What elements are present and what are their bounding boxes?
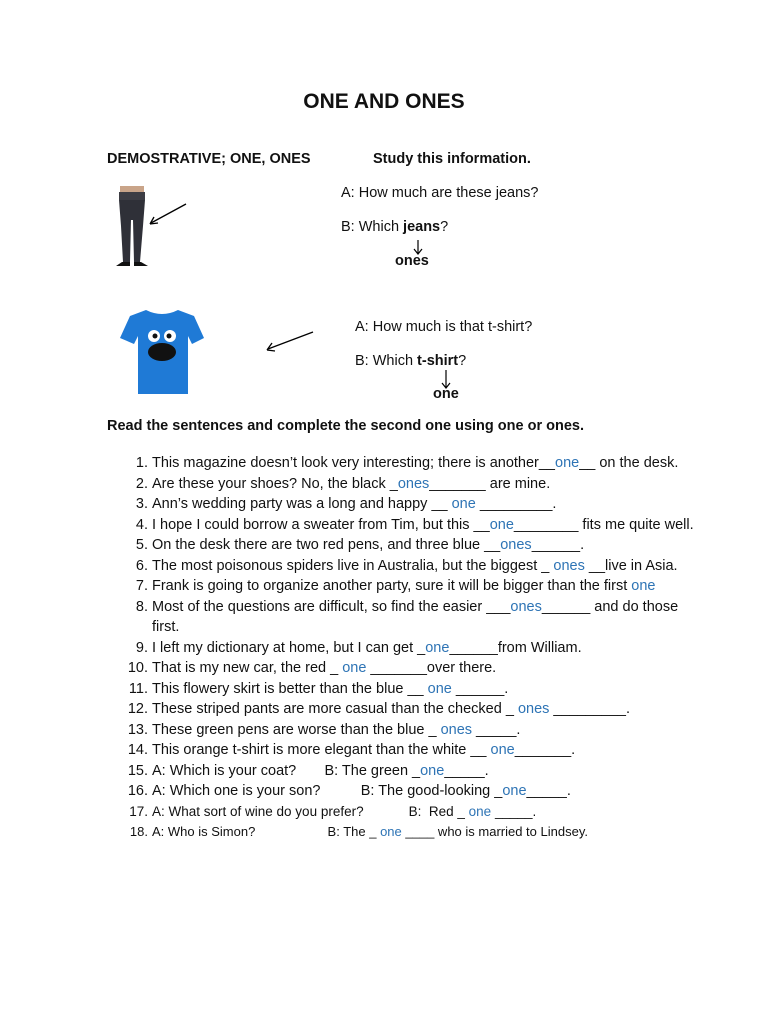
answer-text: one bbox=[468, 803, 492, 819]
answer-text: ones bbox=[517, 701, 550, 717]
item-text-end: ______. bbox=[451, 680, 509, 697]
item-text-end: __live in Asia. bbox=[584, 557, 678, 574]
item-text-end: _______ are mine. bbox=[429, 475, 551, 492]
example2-answer-suffix: ? bbox=[458, 353, 467, 369]
exercise-item bbox=[107, 761, 707, 782]
item-text-end: ______. bbox=[531, 537, 585, 553]
jeans-image bbox=[108, 186, 158, 268]
answer-text: ones bbox=[500, 537, 532, 553]
item-text-end: _____. bbox=[491, 803, 537, 819]
item-text: I hope I could borrow a sweater from Tim, but this __ bbox=[152, 516, 490, 533]
item-text-end: _________. bbox=[549, 701, 631, 717]
exercise-item bbox=[107, 781, 707, 802]
jeans-arrow-icon bbox=[148, 202, 188, 226]
item-text: A: Which is your coat? B: The green _ bbox=[152, 762, 421, 779]
item-number: 18. bbox=[129, 824, 148, 839]
item-number: 6. bbox=[135, 557, 148, 574]
item-number: 13. bbox=[127, 721, 148, 738]
item-text: These green pens are worse than the blue _ bbox=[152, 721, 441, 738]
item-number: 15. bbox=[127, 762, 148, 779]
item-text-end: _____. bbox=[472, 721, 521, 738]
item-text: These striped pants are more casual than the checked _ bbox=[152, 701, 518, 717]
item-number: 3. bbox=[135, 496, 148, 512]
exercise-item bbox=[107, 494, 707, 515]
example1-result: ones bbox=[395, 253, 429, 269]
answer-text: one bbox=[420, 762, 445, 779]
answer-text: one bbox=[490, 742, 515, 758]
answer-text: one bbox=[555, 455, 580, 471]
item-number: 12. bbox=[127, 701, 148, 717]
section-heading: DEMOSTRATIVE; ONE, ONES bbox=[107, 151, 311, 167]
instructions: Read the sentences and complete the second one using one or ones. bbox=[107, 418, 584, 434]
item-number: 16. bbox=[127, 783, 148, 799]
item-text: A: Which one is your son? B: The good-looking _ bbox=[152, 783, 503, 799]
answer-text: ones bbox=[510, 598, 542, 615]
exercise-list bbox=[107, 453, 707, 843]
example1-answer-prefix: B: Which bbox=[341, 219, 404, 235]
exercise-item bbox=[107, 453, 707, 474]
example1-answer-suffix: ? bbox=[440, 219, 449, 235]
item-number: 5. bbox=[135, 537, 148, 553]
answer-text: ones bbox=[397, 475, 430, 492]
item-number: 8. bbox=[135, 598, 148, 615]
item-text-end: ______ and do those first. bbox=[152, 598, 679, 635]
item-number: 4. bbox=[135, 516, 148, 533]
example2-result: one bbox=[433, 386, 459, 402]
item-text: This orange t-shirt is more elegant than the white __ bbox=[152, 742, 491, 758]
example2-answer-prefix: B: Which bbox=[355, 353, 418, 369]
exercise-item bbox=[107, 679, 707, 700]
answer-text: one bbox=[631, 578, 656, 594]
exercise-item bbox=[107, 576, 707, 597]
item-text-end: _____. bbox=[444, 762, 489, 779]
item-text-end: _______over there. bbox=[366, 660, 497, 676]
exercise-item bbox=[107, 658, 707, 679]
example2-answer bbox=[355, 353, 466, 369]
exercise-item bbox=[107, 720, 707, 741]
answer-text: ones bbox=[440, 721, 473, 738]
item-text-end: ________ fits me quite well. bbox=[513, 516, 694, 533]
example2-keyword: t-shirt bbox=[417, 353, 459, 369]
item-text: The most poisonous spiders live in Australia, but the biggest _ bbox=[152, 557, 554, 574]
exercise-item bbox=[107, 597, 707, 638]
exercise-item bbox=[107, 638, 707, 659]
item-text: This magazine doesn’t look very interesting; there is another__ bbox=[152, 455, 555, 471]
answer-text: one bbox=[342, 660, 367, 676]
study-heading: Study this information. bbox=[373, 151, 531, 167]
exercise-item bbox=[107, 822, 707, 843]
item-text: Most of the questions are difficult, so find the easier ___ bbox=[152, 598, 511, 615]
answer-text: one bbox=[425, 639, 450, 656]
item-text: That is my new car, the red _ bbox=[152, 660, 343, 676]
exercise-item bbox=[107, 556, 707, 577]
answer-text: one bbox=[489, 516, 514, 533]
item-text: This flowery skirt is better than the blue __ bbox=[152, 680, 428, 697]
item-text-end: ____ who is married to Lindsey. bbox=[401, 824, 588, 839]
answer-text: one bbox=[451, 496, 476, 512]
item-text: A: What sort of wine do you prefer? B: Red _ bbox=[152, 803, 469, 819]
tshirt-image bbox=[120, 308, 204, 396]
item-text: Ann’s wedding party was a long and happy __ bbox=[152, 496, 452, 512]
item-text: On the desk there are two red pens, and three blue __ bbox=[152, 537, 501, 553]
item-text-end: ______from William. bbox=[449, 639, 582, 656]
exercise-item bbox=[107, 699, 707, 720]
item-number: 11. bbox=[128, 680, 148, 697]
item-text: Are these your shoes? No, the black _ bbox=[152, 475, 398, 492]
tshirt-arrow-icon bbox=[265, 330, 315, 352]
item-text: A: Who is Simon? B: The _ bbox=[152, 824, 381, 839]
answer-text: one bbox=[502, 783, 527, 799]
item-text-end: _______. bbox=[514, 742, 576, 758]
exercise-item bbox=[107, 535, 707, 556]
item-number: 17. bbox=[129, 803, 148, 819]
item-number: 7. bbox=[135, 578, 148, 594]
example1-answer bbox=[341, 219, 448, 235]
item-number: 2. bbox=[135, 475, 148, 492]
answer-text: one bbox=[427, 680, 452, 697]
exercise-item bbox=[107, 802, 707, 823]
item-text-end: __ on the desk. bbox=[579, 455, 679, 471]
exercise-item bbox=[107, 740, 707, 761]
item-text-end: _________. bbox=[475, 496, 557, 512]
example1-keyword: jeans bbox=[403, 219, 441, 235]
page-title: ONE AND ONES bbox=[303, 90, 465, 113]
answer-text: ones bbox=[553, 557, 585, 574]
answer-text: one bbox=[380, 824, 402, 839]
item-text: I left my dictionary at home, but I can get _ bbox=[152, 639, 426, 656]
item-text: Frank is going to organize another party, sure it will be bigger than the first bbox=[152, 578, 632, 594]
item-number: 14. bbox=[127, 742, 148, 758]
exercise-item bbox=[107, 474, 707, 495]
exercise-item bbox=[107, 515, 707, 536]
example1-question: A: How much are these jeans? bbox=[341, 185, 539, 201]
example2-question: A: How much is that t-shirt? bbox=[355, 319, 533, 335]
item-number: 10. bbox=[127, 660, 148, 676]
item-text-end: _____. bbox=[526, 783, 571, 799]
item-number: 1. bbox=[135, 455, 148, 471]
item-number: 9. bbox=[135, 639, 148, 656]
